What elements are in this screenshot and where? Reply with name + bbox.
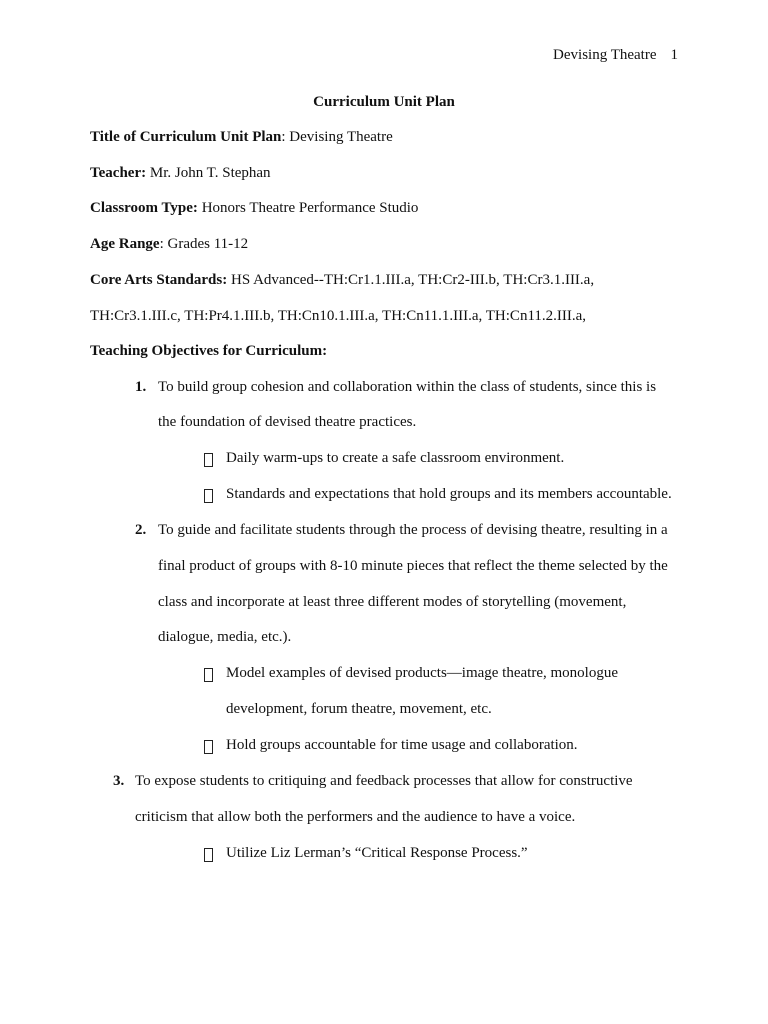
running-header xyxy=(0,47,678,64)
teacher-line xyxy=(90,165,271,182)
classroom-line xyxy=(90,200,418,217)
unit-title-value: : Devising Theatre xyxy=(281,129,393,145)
teacher-value: Mr. John T. Stephan xyxy=(146,165,271,181)
objective-1-number: 1. xyxy=(135,379,147,395)
objective-3-line-1: To expose students to critiquing and feedback processes that allow for constructive xyxy=(135,773,633,789)
document-title: Curriculum Unit Plan xyxy=(313,94,455,110)
age-range-value: : Grades 11-12 xyxy=(159,236,249,252)
age-range-label: Age Range xyxy=(90,236,160,252)
objective-2-line-2: final product of groups with 8-10 minute pieces that reflect the theme selected by the xyxy=(158,558,668,574)
objective-2-line-3: class and incorporate at least three different modes of storytelling (movement, xyxy=(158,594,627,610)
objective-1-bullet-1: Daily warm-ups to create a safe classroom environment. xyxy=(226,450,565,466)
objective-2-bullet-1-line-1: Model examples of devised products—image theatre, monologue xyxy=(226,665,618,681)
unit-title-label: Title of Curriculum Unit Plan xyxy=(90,129,282,145)
running-title: Devising Theatre xyxy=(553,47,657,63)
bullet-box-icon xyxy=(204,848,213,862)
bullet-box-icon xyxy=(204,668,213,682)
objective-3-line-2: criticism that allow both the performers and the audience to have a voice. xyxy=(135,809,576,825)
objective-2-bullet-1-line-2: development, forum theatre, movement, etc. xyxy=(226,701,492,717)
page-number: 1 xyxy=(670,47,678,63)
objective-1-line-1: To build group cohesion and collaboration within the class of students, since this is xyxy=(158,379,657,395)
classroom-label: Classroom Type: xyxy=(90,200,198,216)
objectives-heading: Teaching Objectives for Curriculum: xyxy=(90,343,328,359)
bullet-box-icon xyxy=(204,453,213,467)
objective-1-line-2: the foundation of devised theatre practices. xyxy=(158,414,417,430)
bullet-box-icon xyxy=(204,489,213,503)
classroom-value: Honors Theatre Performance Studio xyxy=(197,200,419,216)
objective-2-line-1: To guide and facilitate students through the process of devising theatre, resulting in a xyxy=(158,522,668,538)
objective-3-number: 3. xyxy=(113,773,125,789)
bullet-box-icon xyxy=(204,740,213,754)
standards-label: Core Arts Standards: xyxy=(90,272,228,288)
objective-2-bullet-2: Hold groups accountable for time usage and collaboration. xyxy=(226,737,578,753)
standards-value-1: HS Advanced--TH:Cr1.1.III.a, TH:Cr2-III.b, TH:Cr3.1.III.a, xyxy=(227,272,595,288)
objective-1-bullet-2: Standards and expectations that hold groups and its members accountable. xyxy=(226,486,672,502)
objective-2-number: 2. xyxy=(135,522,147,538)
teacher-label: Teacher: xyxy=(90,165,147,181)
unit-title-line xyxy=(90,129,393,146)
objective-2-line-4: dialogue, media, etc.). xyxy=(158,629,292,645)
age-range-line xyxy=(90,236,248,253)
objective-3-bullet-1: Utilize Liz Lerman’s “Critical Response Process.” xyxy=(226,845,528,861)
standards-line-1 xyxy=(90,272,594,289)
standards-line-2: TH:Cr3.1.III.c, TH:Pr4.1.III.b, TH:Cn10.1.III.a, TH:Cn11.1.III.a, TH:Cn11.2.III.a, xyxy=(90,308,587,324)
